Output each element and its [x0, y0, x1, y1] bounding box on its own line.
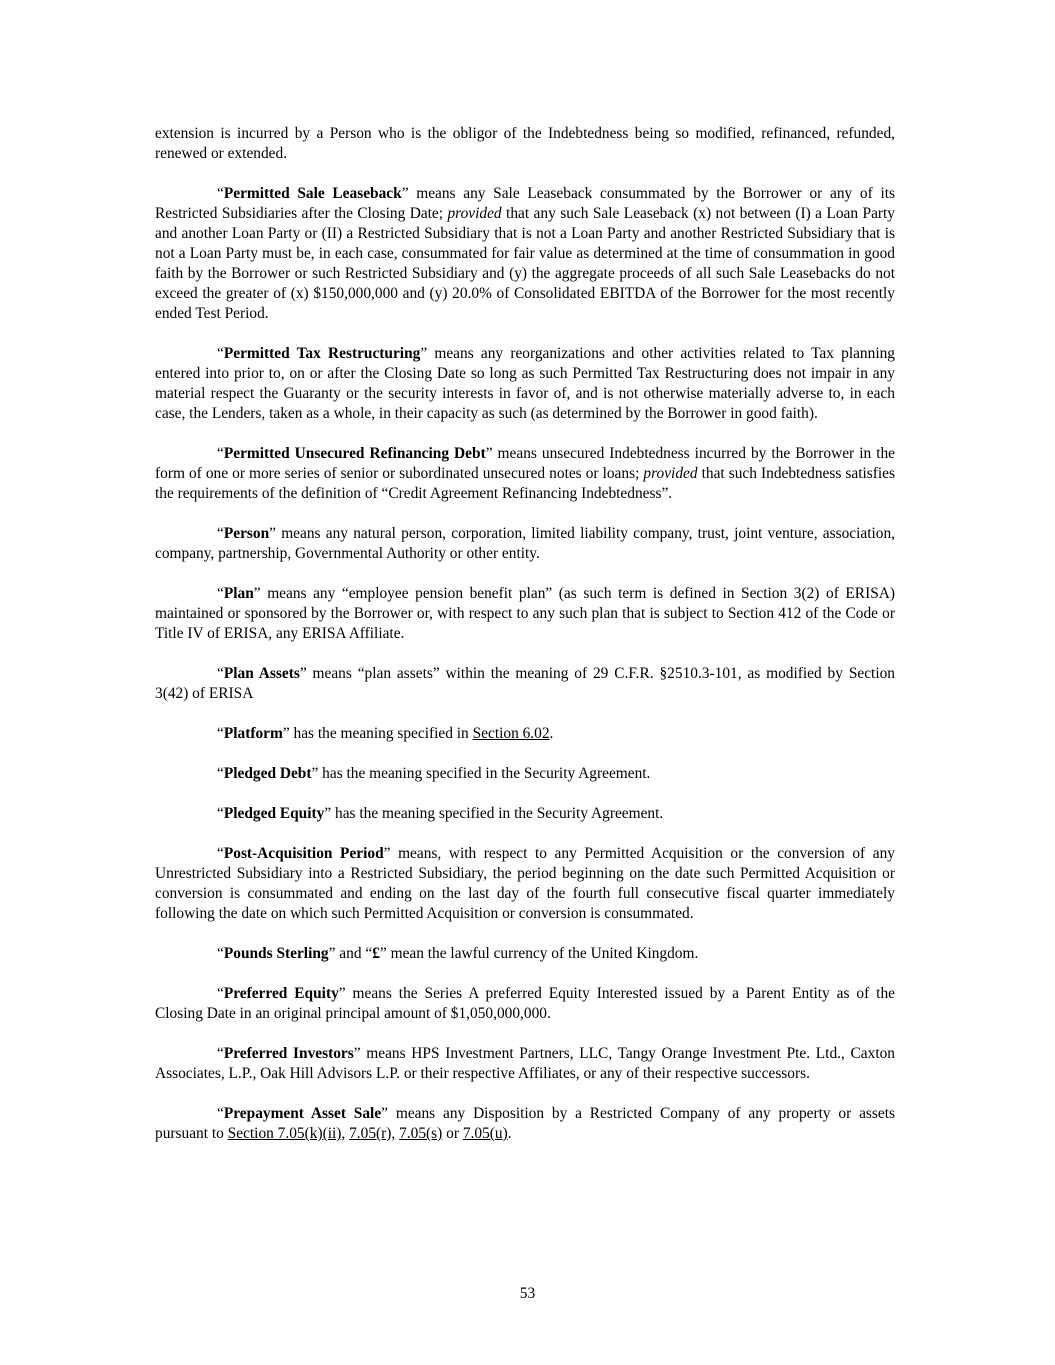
- section-reference-link[interactable]: Section 7.05(k)(ii): [227, 1125, 342, 1142]
- defined-term: Permitted Unsecured Refinancing Debt: [223, 445, 486, 462]
- definition-permitted-sale-leaseback: [155, 184, 895, 324]
- definition-text: ” means any reorganizations and other activities related to Tax planning entered into prior to, on or after the Closing Date so long as such Permitted Tax Restructuring does not impair in any material respect the Guaranty or the security interests in favor of, and is not otherwise materially adverse to, in each case, the Lenders, taken as a whole, in their capacity as such (as determined by the Borrower in good faith).: [155, 345, 895, 422]
- defined-term: Preferred Equity: [223, 985, 339, 1002]
- defined-term: Platform: [223, 725, 283, 742]
- definition-text: ” means any Sale Leaseback consummated by the Borrower or any of its Restricted Subsidiaries after the Closing Date;: [155, 185, 895, 222]
- open-quote: “: [217, 945, 224, 962]
- definition-text: .: [507, 1125, 512, 1142]
- document-page: [155, 124, 895, 1164]
- open-quote: “: [217, 665, 224, 682]
- page-number: 53: [519, 1285, 536, 1302]
- definition-permitted-tax-restructuring: [155, 344, 895, 424]
- definition-text: ” means unsecured Indebtedness incurred by the Borrower in the form of one or more series of senior or subordinated unsecured notes or loans;: [155, 445, 895, 482]
- defined-term: Preferred Investors: [223, 1045, 354, 1062]
- definition-pounds-sterling: [155, 944, 895, 964]
- section-reference-link[interactable]: 7.05(u): [462, 1125, 508, 1142]
- definition-pledged-debt: [155, 764, 895, 784]
- definition-plan: [155, 584, 895, 644]
- defined-term: Permitted Sale Leaseback: [223, 185, 402, 202]
- defined-term: Pledged Equity: [223, 805, 325, 822]
- defined-term: Pounds Sterling: [223, 945, 329, 962]
- open-quote: “: [217, 985, 224, 1002]
- open-quote: “: [217, 725, 224, 742]
- definition-text: that such Indebtedness satisfies the requirements of the definition of “Credit Agreement Refinancing Indebtedness”.: [155, 465, 895, 502]
- definition-text: .: [549, 725, 554, 742]
- open-quote: “: [217, 185, 224, 202]
- paragraph-text: extension is incurred by a Person who is the obligor of the Indebtedness being so modified, refinanced, refunded, renewed or extended.: [155, 125, 895, 162]
- open-quote: “: [217, 845, 224, 862]
- section-reference-link[interactable]: Section 6.02: [472, 725, 550, 742]
- defined-term: Plan Assets: [223, 665, 300, 682]
- open-quote: “: [217, 525, 224, 542]
- continuation-paragraph: [155, 124, 895, 164]
- definition-text: ” has the meaning specified in the Security Agreement.: [324, 805, 664, 822]
- definition-pledged-equity: [155, 804, 895, 824]
- defined-term-symbol: £: [372, 945, 380, 962]
- defined-term: Pledged Debt: [223, 765, 312, 782]
- defined-term: Plan: [223, 585, 254, 602]
- section-reference-link[interactable]: 7.05(s): [399, 1125, 443, 1142]
- open-quote: “: [217, 805, 224, 822]
- open-quote: “: [217, 1045, 224, 1062]
- definition-text: that any such Sale Leaseback (x) not between (I) a Loan Party and another Loan Party or (II) a Restricted Subsidiary that is not a Loan Party and another Restricted Subsidiary that is not a Loan Party must be, in each case, consummated for fair value as determined at the time of consummation in good faith by the Borrower or such Restricted Subsidiary and (y) the aggregate proceeds of all such Sale Leasebacks do not exceed the greater of (x) $150,000,000 and (y) 20.0% of Consolidated EBITDA of the Borrower for the most recently ended Test Period.: [155, 205, 895, 322]
- provided-italic: provided: [447, 205, 502, 222]
- definition-preferred-equity: [155, 984, 895, 1024]
- defined-term: Person: [223, 525, 270, 542]
- separator-text: or: [442, 1125, 463, 1142]
- definition-text: ” has the meaning specified in: [282, 725, 473, 742]
- definition-text: ” and “: [328, 945, 373, 962]
- definition-person: [155, 524, 895, 564]
- definition-text: ” means HPS Investment Partners, LLC, Tangy Orange Investment Pte. Ltd., Caxton Associates, L.P., Oak Hill Advisors L.P. or their respective Affiliates, or any of their respective successors.: [155, 1045, 895, 1082]
- definition-text: ” means the Series A preferred Equity Interested issued by a Parent Entity as of the Closing Date in an original principal amount of $1,050,000,000.: [155, 985, 895, 1022]
- defined-term: Permitted Tax Restructuring: [223, 345, 421, 362]
- open-quote: “: [217, 765, 224, 782]
- definition-text: ” means any Disposition by a Restricted Company of any property or assets pursuant to: [155, 1105, 895, 1142]
- definition-text: ” means, with respect to any Permitted Acquisition or the conversion of any Unrestricted Subsidiary into a Restricted Subsidiary, the period beginning on the date such Permitted Acquisition or conversion is consummated and ending on the last day of the fourth full consecutive fiscal quarter immediately following the date on which such Permitted Acquisition or conversion is consummated.: [155, 845, 895, 922]
- definition-preferred-investors: [155, 1044, 895, 1084]
- open-quote: “: [217, 445, 224, 462]
- definition-text: ” means any “employee pension benefit plan” (as such term is defined in Section 3(2) of ERISA) maintained or sponsored by the Borrower or, with respect to any such plan that is subject to Section 412 of the Code or Title IV of ERISA, any ERISA Affiliate.: [155, 585, 895, 642]
- definition-text: ” mean the lawful currency of the United Kingdom.: [379, 945, 699, 962]
- open-quote: “: [217, 345, 224, 362]
- definition-platform: [155, 724, 895, 744]
- provided-italic: provided: [643, 465, 698, 482]
- definition-prepayment-asset-sale: [155, 1104, 895, 1144]
- definition-text: ” means any natural person, corporation, limited liability company, trust, joint venture, association, company, partnership, Governmental Authority or other entity.: [155, 525, 895, 562]
- definition-plan-assets: [155, 664, 895, 704]
- open-quote: “: [217, 585, 224, 602]
- definition-text: ” has the meaning specified in the Security Agreement.: [311, 765, 651, 782]
- defined-term: Prepayment Asset Sale: [223, 1105, 382, 1122]
- definition-permitted-unsecured-refinancing-debt: [155, 444, 895, 504]
- definition-post-acquisition-period: [155, 844, 895, 924]
- defined-term: Post-Acquisition Period: [223, 845, 384, 862]
- open-quote: “: [217, 1105, 224, 1122]
- separator-text: ,: [341, 1125, 350, 1142]
- definition-text: ” means “plan assets” within the meaning of 29 C.F.R. §2510.3-101, as modified by Section 3(42) of ERISA: [155, 665, 895, 702]
- section-reference-link[interactable]: 7.05(r),: [349, 1125, 396, 1142]
